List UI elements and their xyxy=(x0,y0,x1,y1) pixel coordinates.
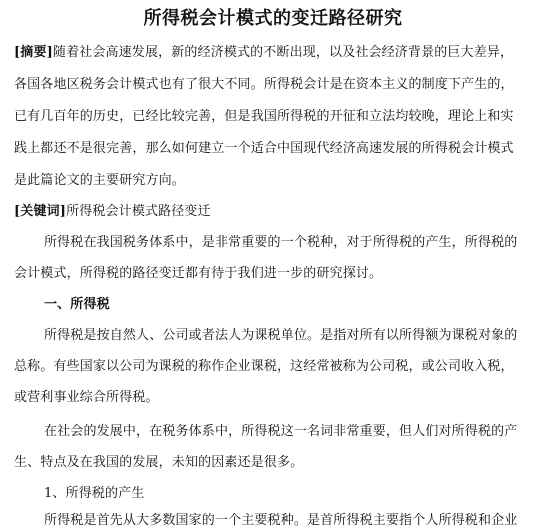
abstract-line-5: 是此篇论文的主要研究方向。 xyxy=(14,173,185,188)
para1-line-2: 总称。有些国家以公司为课税的称作企业课税，这经常被称为公司税，或公司收入税， xyxy=(14,359,514,374)
para1-line-1: 所得税是按自然人、公司或者法人为课税单位。是指对所有以所得额为课税对象的 xyxy=(44,328,518,343)
abstract-line-4: 践上都还不是很完善，那么如何建立一个适合中国现代经济高速发展的所得税会计模式 xyxy=(14,141,514,156)
abstract-line-1 xyxy=(14,44,546,62)
subsection-heading: 1、所得税的产生 xyxy=(44,486,145,501)
abstract-line-3: 已有几百年的历史，已经比较完善，但是我国所得税的开征和立法均较晚，理论上和实 xyxy=(14,109,514,124)
para3-line-1: 所得税是首先从大多数国家的一个主要税种。是首所得税主要指个人所得税和企业 xyxy=(44,513,518,528)
keywords-tag: [关键词] xyxy=(14,204,67,219)
abstract-line-2: 各国各地区税务会计模式也有了很大不同。所得税会计是在资本主义的制度下产生的， xyxy=(14,77,514,92)
abstract-text: 随着社会高速发展，新的经济模式的不断出现，以及社会经济背景的巨大差异， xyxy=(52,45,514,60)
abstract-tag: [摘要] xyxy=(14,45,53,60)
keywords-text: 所得税会计模式路径变迁 xyxy=(66,204,211,219)
intro-line-1: 所得税在我国税务体系中，是非常重要的一个税种，对于所得税的产生，所得税的 xyxy=(44,235,518,250)
para2-line-2: 生、特点及在我国的发展，未知的因素还是很多。 xyxy=(14,455,304,470)
para2-line-1: 在社会的发展中，在税务体系中，所得税这一名词非常重要，但人们对所得税的产 xyxy=(44,424,518,439)
keywords-line xyxy=(14,203,546,221)
section-heading: 一、所得税 xyxy=(44,297,110,312)
para1-line-3: 或营利事业综合所得税。 xyxy=(14,390,159,405)
intro-line-2: 会计模式，所得税的路径变迁都有待于我们进一步的研究探讨。 xyxy=(14,266,383,281)
paper-title: 所得税会计模式的变迁路径研究 xyxy=(143,8,403,29)
